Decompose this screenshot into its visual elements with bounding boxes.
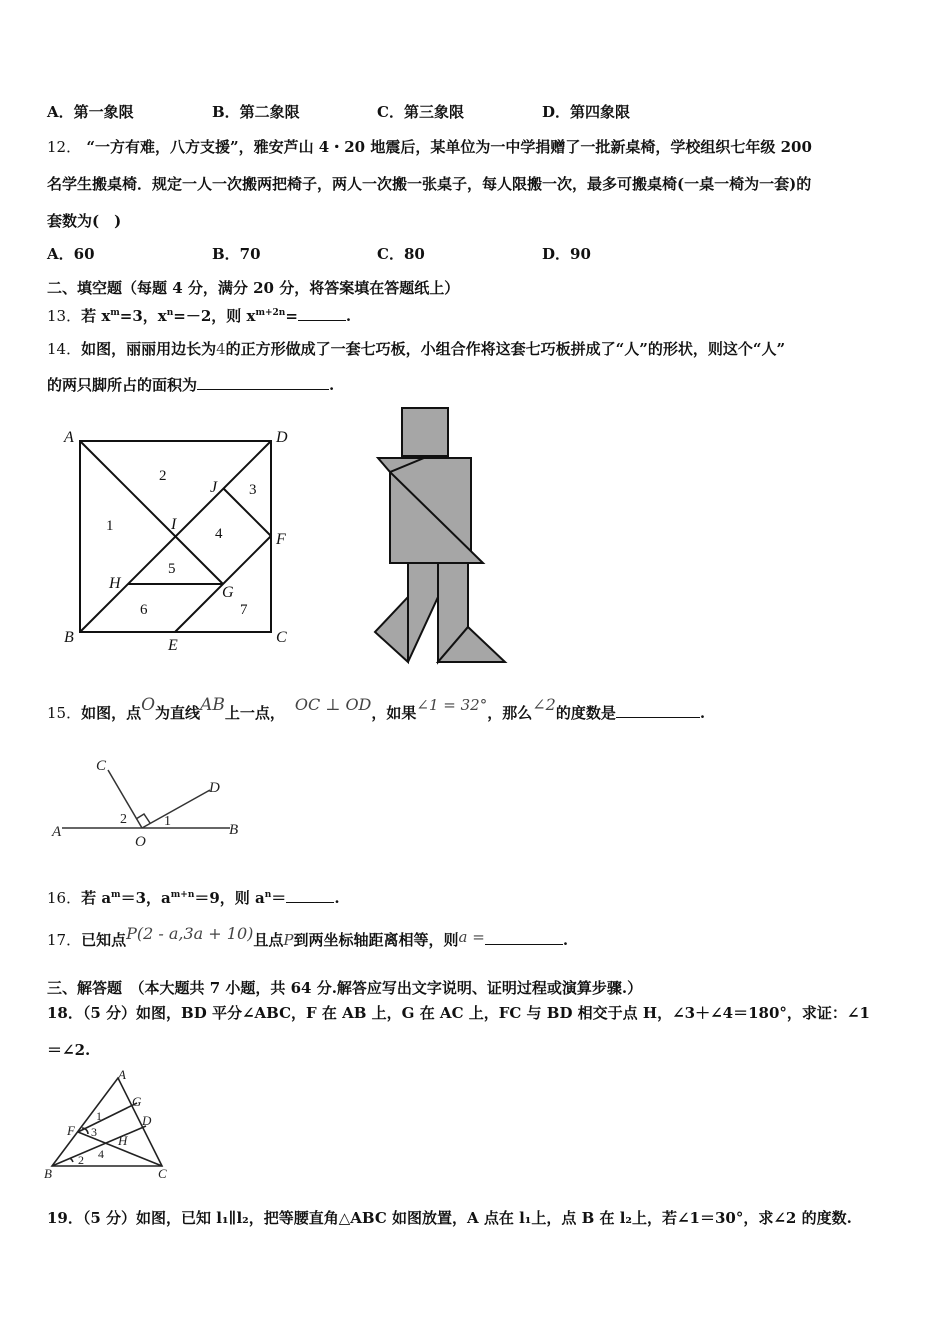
q13-text-mid1: =3，x bbox=[119, 307, 167, 325]
q13-text-pre: 若 x bbox=[81, 307, 111, 325]
q15-label-1: 1 bbox=[164, 814, 171, 829]
q14-line2 bbox=[47, 375, 334, 395]
tangram-label-c: C bbox=[276, 629, 287, 646]
q19: 19．（5 分）如图，已知 l₁∥l₂，把等腰直角△ABC 如图放置，A 点在 l₁上，点 B 在 l₂上，若∠1＝30°，求∠2 的度数. bbox=[47, 1209, 852, 1227]
q17 bbox=[47, 924, 569, 950]
q13-text-post: = bbox=[285, 307, 298, 325]
q14-line1 bbox=[47, 339, 785, 359]
q13-sup-m: m bbox=[110, 308, 120, 318]
section2-heading: 二、填空题（每题 4 分，满分 20 分，将答案填在答题纸上） bbox=[47, 279, 460, 297]
q15-answer-blank[interactable] bbox=[616, 703, 700, 718]
q12-line1 bbox=[47, 137, 812, 157]
q18-label-g: G bbox=[132, 1094, 142, 1109]
q13-number: 13． bbox=[47, 307, 82, 325]
tangram-piece-7: 7 bbox=[240, 602, 248, 618]
q16-text3: ＝9，则 a bbox=[194, 889, 265, 907]
tangram-label-f: F bbox=[276, 531, 286, 548]
tangram-piece-4: 4 bbox=[215, 526, 223, 542]
q18-line2: ＝∠2. bbox=[47, 1041, 91, 1059]
q12-line3: 套数为( ) bbox=[47, 212, 122, 230]
q14-side-value: 4 bbox=[216, 340, 226, 358]
q15-text6: 的度数是 bbox=[555, 704, 616, 722]
q15-text3: 上一点， bbox=[224, 704, 285, 722]
q11-option-b: B．第二象限 bbox=[212, 103, 300, 121]
tangram-square-figure bbox=[60, 420, 320, 660]
q13-answer-blank[interactable] bbox=[298, 306, 346, 321]
q18-label-d: D bbox=[142, 1113, 152, 1128]
q17-point-p: P(2 - a,3a + 10) bbox=[126, 924, 254, 943]
q18-label-2: 2 bbox=[78, 1153, 84, 1167]
q17-number: 17． bbox=[47, 931, 82, 949]
q14-number: 14． bbox=[47, 340, 82, 358]
q13-sup-m2n: m+2n bbox=[255, 308, 286, 318]
q14-end: . bbox=[329, 376, 335, 394]
q17-end: . bbox=[562, 931, 569, 949]
q15-text2: 为直线 bbox=[155, 704, 201, 722]
q15-label-c: C bbox=[96, 758, 107, 774]
tangram-piece-3: 3 bbox=[249, 482, 257, 498]
tangram-piece-1: 1 bbox=[106, 518, 114, 534]
q18-line1: 18．（5 分）如图，BD 平分∠ABC，F 在 AB 上，G 在 AC 上，FC 与 BD 相交于点 H，∠3＋∠4＝180°，求证：∠1 bbox=[47, 1004, 870, 1022]
q12-option-b: B．70 bbox=[212, 245, 261, 263]
q15-label-d: D bbox=[209, 780, 220, 796]
q16-sup-m: m bbox=[111, 890, 121, 900]
q15-text1: 如图，点 bbox=[81, 704, 142, 722]
tangram-label-h: H bbox=[109, 575, 121, 592]
tangram-piece-5: 5 bbox=[168, 561, 176, 577]
q13 bbox=[47, 303, 351, 326]
q18-label-c: C bbox=[158, 1166, 167, 1181]
q15-end: . bbox=[699, 704, 706, 722]
q15-point-o: O bbox=[141, 695, 156, 715]
q18-label-a: A bbox=[118, 1068, 126, 1082]
q15-label-o: O bbox=[135, 834, 146, 850]
tangram-label-g: G bbox=[222, 584, 234, 601]
q14-text2: 的两只脚所占的面积为 bbox=[47, 376, 198, 394]
q13-end: . bbox=[345, 307, 352, 325]
tangram-label-d: D bbox=[276, 429, 288, 446]
q18-triangle-figure bbox=[42, 1068, 182, 1183]
person-left-leg bbox=[408, 563, 438, 662]
q18-label-b: B bbox=[44, 1166, 52, 1181]
q15-label-2: 2 bbox=[120, 812, 127, 827]
q14-answer-blank[interactable] bbox=[197, 375, 329, 390]
section3-heading: 三、解答题 （本大题共 7 小题，共 64 分.解答应写出文字说明、证明过程或演算步骤.） bbox=[47, 979, 643, 997]
q16 bbox=[47, 885, 340, 908]
q14-text-pre: 如图，丽丽用边长为 bbox=[81, 340, 217, 358]
q18-label-f: F bbox=[67, 1123, 75, 1138]
q11-option-a: A．第一象限 bbox=[47, 103, 134, 121]
q17-point-p2: P bbox=[283, 931, 294, 949]
tangram-label-b: B bbox=[64, 629, 74, 646]
person-left-foot bbox=[375, 597, 408, 662]
tangram-label-e: E bbox=[168, 637, 178, 654]
q12-line2: 名学生搬桌椅．规定一人一次搬两把椅子，两人一次搬一张桌子，每人限搬一次，最多可搬桌椅(一桌一椅为一套)的 bbox=[47, 175, 812, 193]
tangram-piece-2: 2 bbox=[159, 468, 167, 484]
q11-option-c: C．第三象限 bbox=[377, 103, 464, 121]
q17-variable-a: a = bbox=[458, 928, 485, 946]
q16-text1: 若 a bbox=[81, 889, 112, 907]
q16-text4: ＝ bbox=[271, 889, 287, 907]
q18-label-3: 3 bbox=[91, 1125, 97, 1139]
q15-text5: ，那么 bbox=[487, 704, 533, 722]
q11-option-d: D．第四象限 bbox=[542, 103, 631, 121]
q15-angle2: ∠2 bbox=[532, 695, 556, 714]
q17-text1: 已知点 bbox=[81, 931, 127, 949]
q12-option-c: C．80 bbox=[377, 245, 425, 263]
q14-text-post: 的正方形做成了一套七巧板，小组合作将这套七巧板拼成了“人”的形状，则这个“人” bbox=[225, 340, 786, 358]
q16-text2: ＝3，a bbox=[120, 889, 171, 907]
q18-label-4: 4 bbox=[98, 1147, 104, 1161]
q12-text1: “一方有难，八方支援”，雅安芦山 4・20 地震后，某单位为一中学捐赠了一批新桌椅，学校组织七年级 200 bbox=[86, 138, 812, 156]
tangram-piece-6: 6 bbox=[140, 602, 148, 618]
q15-label-a: A bbox=[52, 824, 62, 840]
q12-option-a: A．60 bbox=[47, 245, 95, 263]
q16-end: . bbox=[334, 889, 340, 907]
q15-angle1: ∠1 = 32° bbox=[416, 696, 488, 714]
q13-text-mid2: =－2，则 x bbox=[173, 307, 256, 325]
q15-number: 15． bbox=[47, 704, 82, 722]
tangram-label-i: I bbox=[171, 516, 177, 533]
q18-label-h: H bbox=[118, 1133, 128, 1148]
q17-answer-blank[interactable] bbox=[485, 930, 563, 945]
q18-label-1: 1 bbox=[96, 1109, 102, 1123]
q15-line-ab: AB bbox=[200, 695, 225, 715]
tangram-label-j: J bbox=[210, 479, 218, 496]
q15-angle-figure bbox=[50, 752, 260, 852]
tangram-label-a: A bbox=[64, 429, 74, 446]
q12-number: 12． bbox=[47, 138, 82, 156]
q16-sup-mn: m+n bbox=[170, 890, 195, 900]
q12-option-d: D．90 bbox=[542, 245, 591, 263]
q15-condition: OC ⊥ OD bbox=[294, 695, 372, 714]
q15-text4: ，如果 bbox=[371, 704, 417, 722]
q15-label-b: B bbox=[229, 822, 239, 838]
q16-sup-n: n bbox=[264, 890, 272, 900]
q17-text2: 且点 bbox=[253, 931, 284, 949]
q16-number: 16． bbox=[47, 889, 82, 907]
person-head bbox=[402, 408, 448, 456]
q13-sup-n: n bbox=[166, 308, 174, 318]
q17-text3: 到两坐标轴距离相等，则 bbox=[293, 931, 459, 949]
q16-answer-blank[interactable] bbox=[286, 888, 334, 903]
tangram-person-figure bbox=[370, 402, 520, 677]
q15 bbox=[47, 695, 706, 723]
